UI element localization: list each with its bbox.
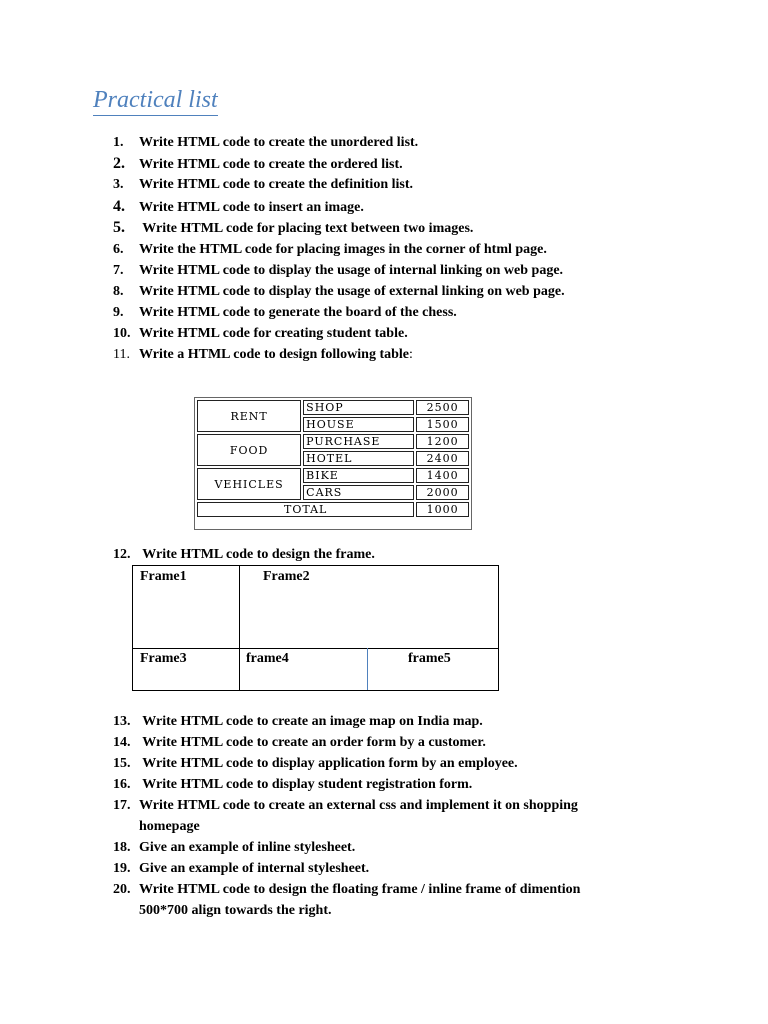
expense-table xyxy=(195,398,471,519)
item-number: 19. xyxy=(113,861,131,876)
frame3-label: Frame3 xyxy=(140,651,187,666)
item-text: Write HTML code to display student registration form. xyxy=(139,777,473,792)
table-cell-item: CARS xyxy=(303,485,414,500)
item-text: Write HTML code to design the floating frame / inline frame of dimention xyxy=(139,882,581,897)
item-number: 1. xyxy=(113,135,124,150)
item-text: Write HTML code to design the frame. xyxy=(139,547,375,562)
table-cell-category: RENT xyxy=(197,400,301,432)
table-row xyxy=(197,468,469,483)
item-text: Write HTML code to create the definition list. xyxy=(139,177,413,192)
frame4-label: frame4 xyxy=(246,651,289,666)
item-text: Write HTML code to create the ordered list. xyxy=(139,157,403,172)
table-cell-category: FOOD xyxy=(197,434,301,466)
frame-divider-horizontal xyxy=(133,648,498,649)
table-cell-value: 2500 xyxy=(416,400,469,415)
list-item xyxy=(113,837,683,858)
item-text: Write HTML code to create an order form by a customer. xyxy=(139,735,486,750)
list-item xyxy=(113,732,683,753)
item-number: 8. xyxy=(113,284,124,299)
frame-layout-diagram xyxy=(132,565,499,691)
item-text: Write HTML code to create an external css and implement it on shopping xyxy=(139,798,578,813)
table-row xyxy=(197,434,469,449)
item-number: 20. xyxy=(113,882,131,897)
item-number: 6. xyxy=(113,242,124,257)
list-item xyxy=(113,196,683,218)
list-item xyxy=(113,711,683,732)
item-number: 12. xyxy=(113,547,131,562)
list-item xyxy=(113,753,683,774)
table-cell-value: 1400 xyxy=(416,468,469,483)
item-text: Write a HTML code to design following table xyxy=(139,347,410,362)
item-text-continuation: 500*700 align towards the right. xyxy=(139,903,332,918)
item-number: 9. xyxy=(113,305,124,320)
item-number: 15. xyxy=(113,756,131,771)
list-item xyxy=(113,260,683,281)
item-number: 4. xyxy=(113,198,125,215)
item-text: Give an example of inline stylesheet. xyxy=(139,840,356,855)
item-text: Write HTML code to display application form by an employee. xyxy=(139,756,518,771)
item-text: Write HTML code to create the unordered list. xyxy=(139,135,419,150)
table-cell-item: HOTEL xyxy=(303,451,414,466)
table-total-value: 1000 xyxy=(416,502,469,517)
table-cell-value: 2400 xyxy=(416,451,469,466)
list-item xyxy=(113,858,683,879)
item-text: Write HTML code to create an image map on India map. xyxy=(139,714,483,729)
item-number: 11. xyxy=(113,347,130,362)
table-cell-value: 2000 xyxy=(416,485,469,500)
frame5-label: frame5 xyxy=(408,651,451,666)
list-item xyxy=(113,132,683,153)
item-text: Write HTML code to display the usage of internal linking on web page. xyxy=(139,263,564,278)
item-number: 10. xyxy=(113,326,131,341)
item-number: 14. xyxy=(113,735,131,750)
table-cell-item: BIKE xyxy=(303,468,414,483)
item-text-tail: : xyxy=(409,347,413,362)
item-text: Give an example of internal stylesheet. xyxy=(139,861,370,876)
table-total-row xyxy=(197,502,469,517)
item-number: 16. xyxy=(113,777,131,792)
list-item xyxy=(113,174,683,195)
list-item xyxy=(113,795,683,837)
item-number: 5. xyxy=(113,219,125,236)
item-text: Write HTML code for creating student table. xyxy=(139,326,408,341)
list-item xyxy=(113,239,683,260)
table-cell-category: VEHICLES xyxy=(197,468,301,500)
page-title: Practical list xyxy=(93,86,218,116)
item-number: 7. xyxy=(113,263,124,278)
item-text: Write HTML code for placing text between two images. xyxy=(139,221,474,236)
list-item xyxy=(113,774,683,795)
list-item xyxy=(113,281,683,302)
item-number: 18. xyxy=(113,840,131,855)
frame1-label: Frame1 xyxy=(140,569,187,584)
list-item xyxy=(113,217,683,239)
item-text-continuation: homepage xyxy=(139,819,200,834)
expense-table-image xyxy=(194,397,472,530)
list-item xyxy=(113,544,683,565)
item-number: 17. xyxy=(113,798,131,813)
frame2-label: Frame2 xyxy=(263,569,310,584)
item-text: Write HTML code to generate the board of the chess. xyxy=(139,305,457,320)
table-cell-value: 1500 xyxy=(416,417,469,432)
item-number: 3. xyxy=(113,177,124,192)
table-cell-item: PURCHASE xyxy=(303,434,414,449)
item-text: Write the HTML code for placing images in the corner of html page. xyxy=(139,242,547,257)
item-text: Write HTML code to insert an image. xyxy=(139,200,364,215)
item-text: Write HTML code to display the usage of external linking on web page. xyxy=(139,284,565,299)
list-item xyxy=(113,879,683,921)
table-row xyxy=(197,400,469,415)
item-number: 13. xyxy=(113,714,131,729)
table-total-label: TOTAL xyxy=(197,502,414,517)
list-item xyxy=(113,302,683,323)
frame-divider-vertical xyxy=(239,566,240,690)
table-cell-item: SHOP xyxy=(303,400,414,415)
table-cell-item: HOUSE xyxy=(303,417,414,432)
table-cell-value: 1200 xyxy=(416,434,469,449)
list-item xyxy=(113,344,683,365)
list-item xyxy=(113,323,683,344)
frame-divider-vertical-bottom xyxy=(367,648,368,690)
item-number: 2. xyxy=(113,155,125,172)
list-item xyxy=(113,153,683,175)
